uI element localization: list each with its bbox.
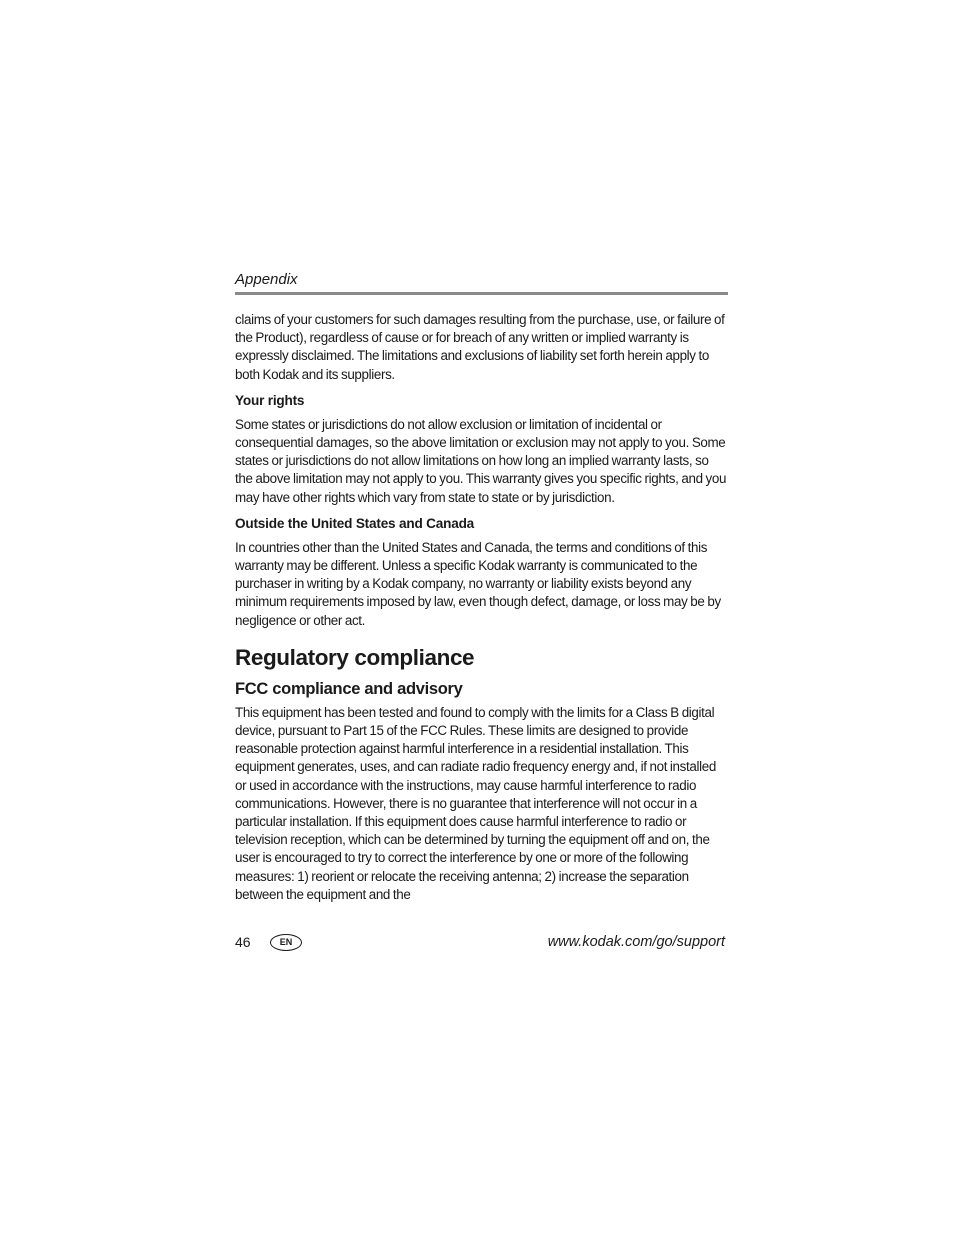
warranty-intro-paragraph: claims of your customers for such damages resulting from the purchase, use, or failure of the Product), regardless of cause or for breach of any written or implied warranty is expressly disclaimed. The limitations and exclusions of liability set forth herein apply to both Kodak and its suppliers. bbox=[235, 312, 725, 382]
fcc-paragraph: This equipment has been tested and found to comply with the limits for a Class B digital device, pursuant to Part 15 of the FCC Rules. These limits are designed to provide reasonable protection against harmful interference in a residential installation. This equipment generates, uses, and can radiate radio frequency energy and, if not installed or used in accordance with the instructions, may cause harmful interference to radio communications. However, there is no guarantee that interference will not occur in a particular installation. If this equipment does cause harmful interference to radio or television reception, which can be determined by turning the equipment off and on, the user is encouraged to try to correct the interference by one or more of the following measures: 1) reorient or relocate the receiving antenna; 2) increase the separation between the equipment and the bbox=[235, 704, 716, 902]
outside-us-canada-heading: Outside the United States and Canada bbox=[235, 515, 475, 531]
support-url: www.kodak.com/go/support bbox=[547, 934, 725, 950]
page-footer bbox=[235, 930, 725, 954]
section-title: Regulatory compliance bbox=[235, 644, 475, 670]
language-badge: EN bbox=[270, 934, 302, 951]
document-page bbox=[235, 270, 728, 912]
page-number: 46 bbox=[235, 934, 251, 950]
running-head: Appendix bbox=[235, 271, 298, 288]
your-rights-paragraph: Some states or jurisdictions do not allow exclusion or limitation of incidental or consequential damages, so the above limitation or exclusion may not apply to you. Some states or jurisdictions do not allow limitations on how long an implied warranty lasts, so the above limitation may not apply to you. This warranty gives you specific rights, and you may have other rights which vary from state to state or by jurisdiction. bbox=[235, 416, 727, 505]
header-rule bbox=[235, 292, 728, 295]
fcc-heading: FCC compliance and advisory bbox=[235, 679, 463, 698]
your-rights-heading: Your rights bbox=[235, 392, 305, 408]
outside-us-canada-paragraph: In countries other than the United States and Canada, the terms and conditions of this warranty may be different. Unless a specific Kodak warranty is communicated to the purchaser in writing by a Kodak company, no warranty or liability exists beyond any minimum requirements imposed by law, even though defect, damage, or loss may be by negligence or other act. bbox=[235, 539, 721, 628]
